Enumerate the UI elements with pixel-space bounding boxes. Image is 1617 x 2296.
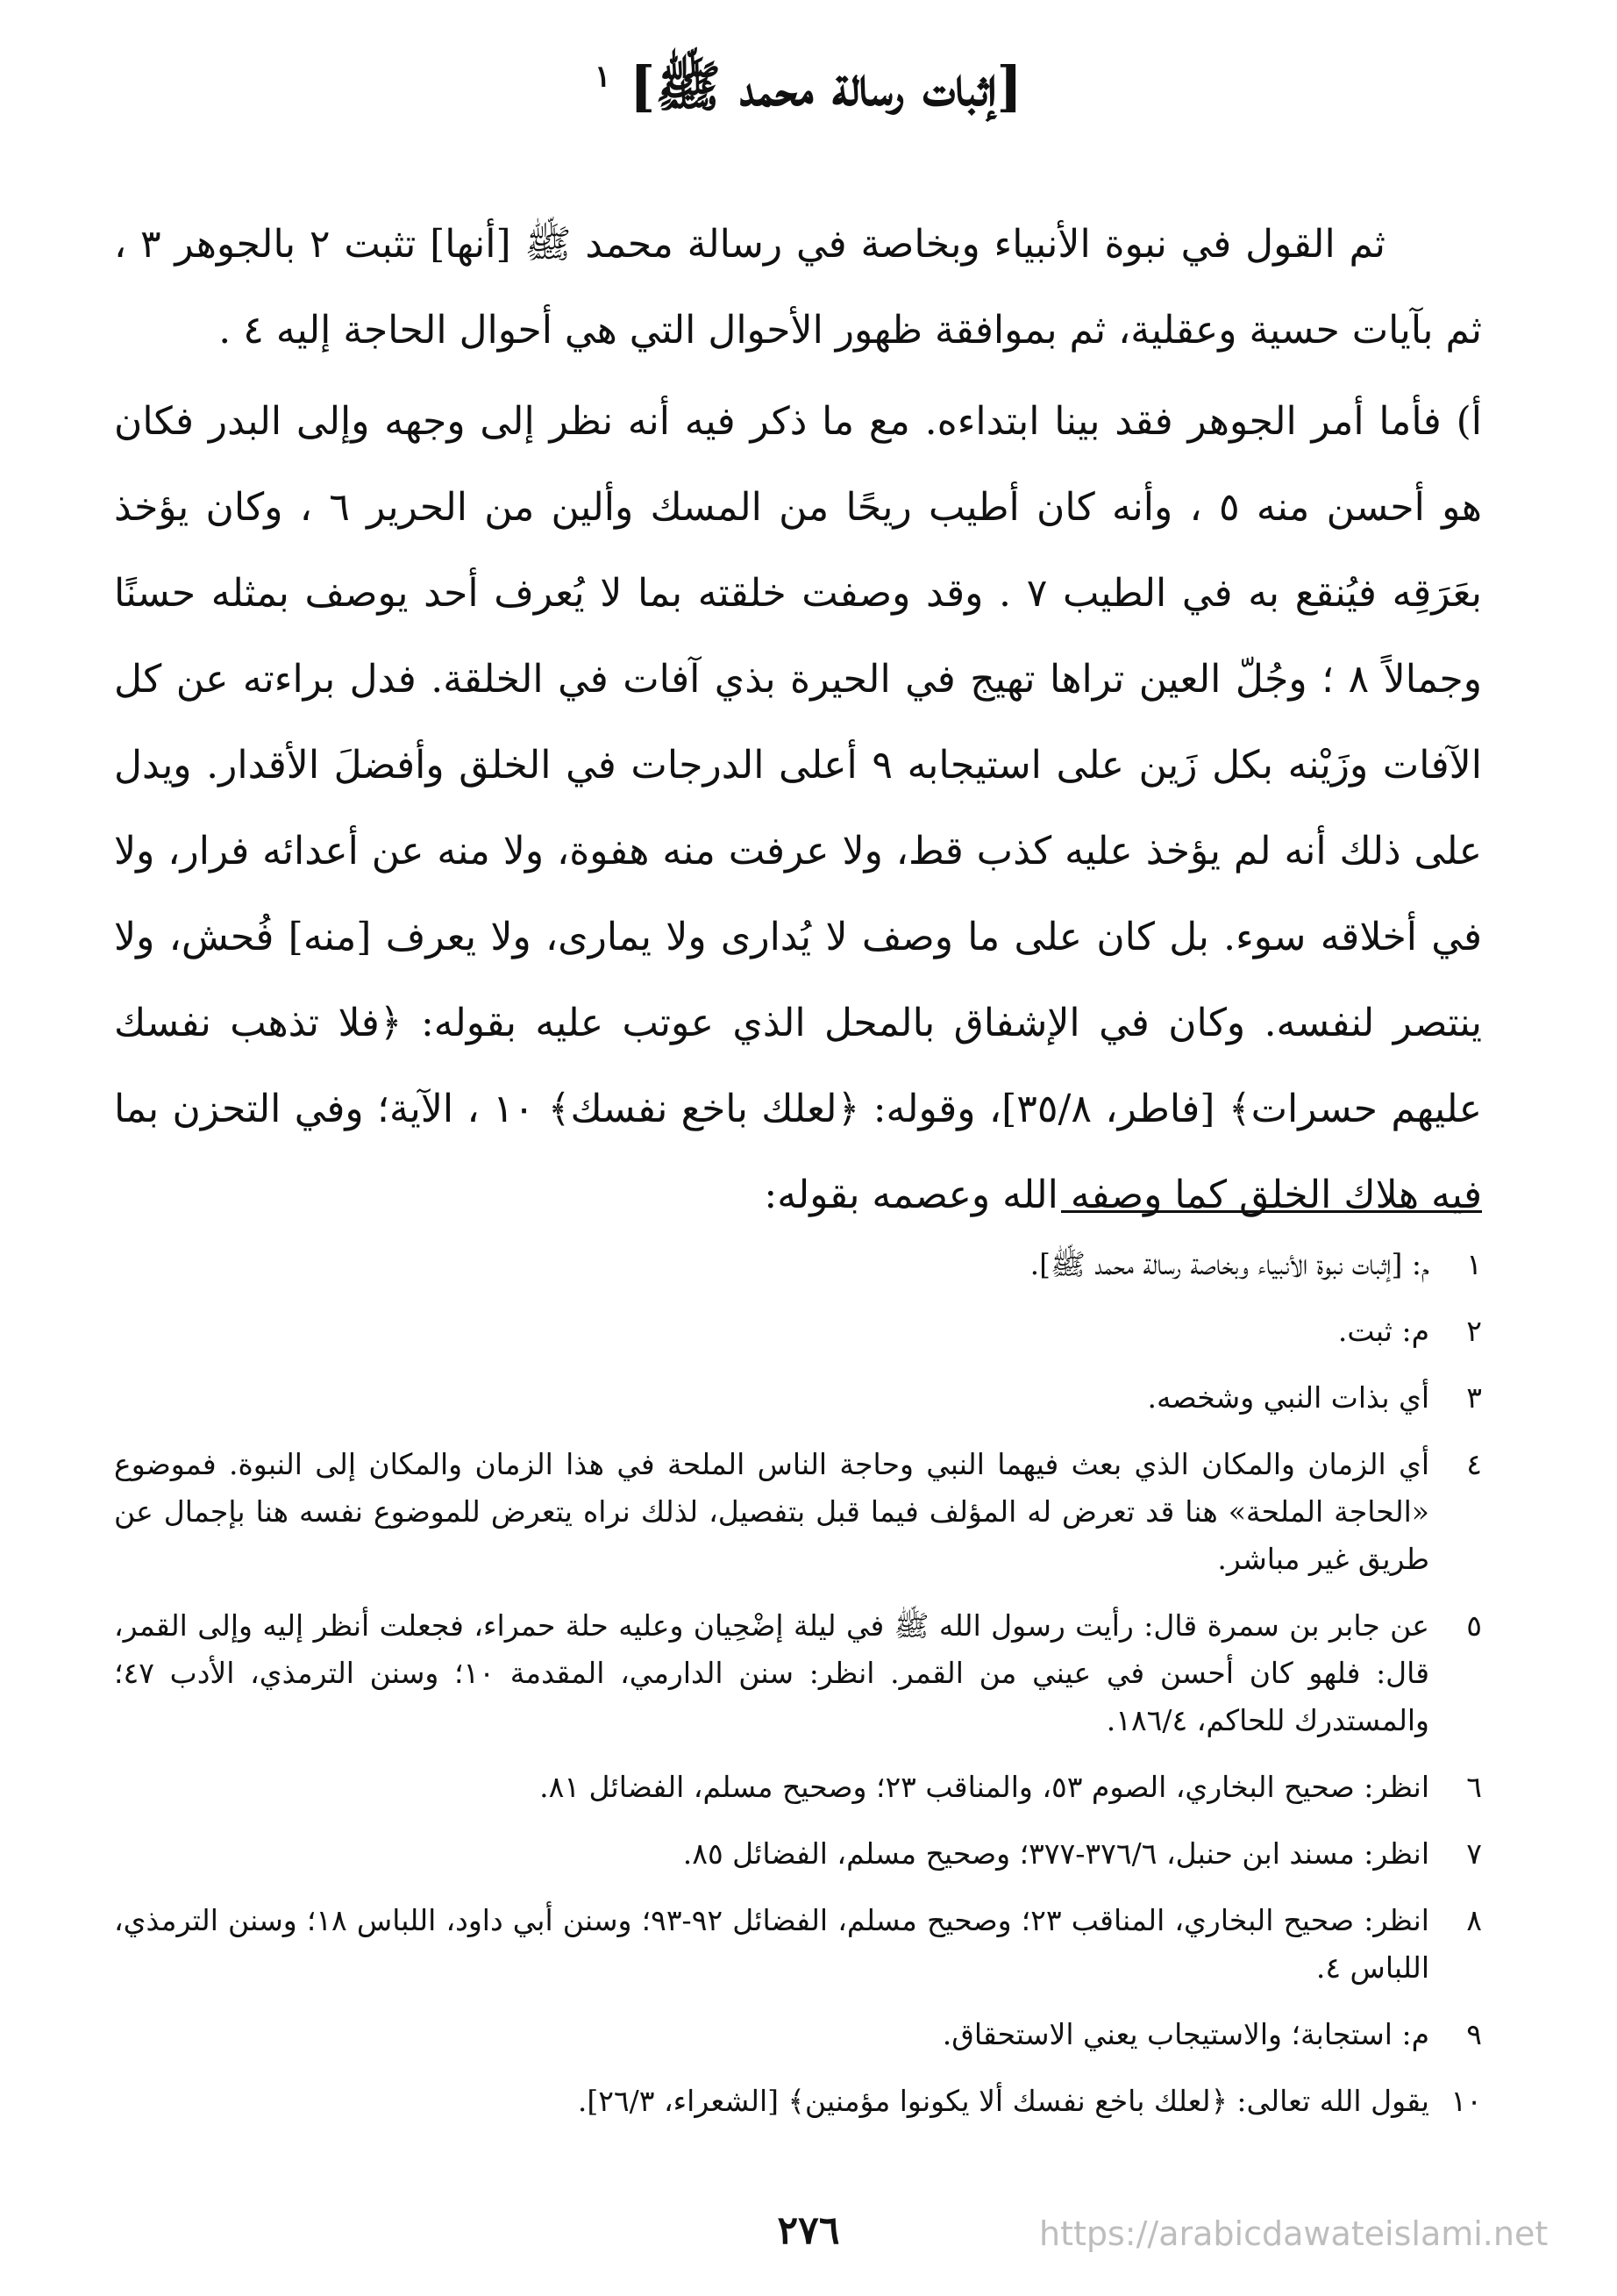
footnote-divider xyxy=(1061,1210,1482,1213)
footnote-text: انظر: صحيح البخاري، الصوم ٥٣، والمناقب ٢٣؛ وصحيح مسلم، الفضائل ٨١. xyxy=(539,1770,1429,1804)
footnote-number: ٩ xyxy=(1466,2017,1482,2051)
footnote xyxy=(114,1374,1482,1422)
footnote-number: ٢ xyxy=(1466,1314,1482,1348)
title-footnote-marker: ١ xyxy=(595,59,611,95)
footnote-number: ٥ xyxy=(1466,1608,1482,1643)
footnote xyxy=(114,1830,1482,1878)
footnote-text: انظر: صحيح البخاري، المناقب ٢٣؛ وصحيح مسلم، الفضائل ٩٢-٩٣؛ وسنن أبي داود، اللباس ١٨؛ وسنن الترمذي، اللباس ٤. xyxy=(114,1903,1429,1985)
footnote xyxy=(114,1897,1482,1992)
footnote-text: انظر: مسند ابن حنبل، ٣٧٦/٦-٣٧٧؛ وصحيح مسلم، الفضائل ٨٥. xyxy=(682,1836,1429,1871)
footnote-text: م: استجابة؛ والاستيجاب يعني الاستحقاق. xyxy=(942,2017,1429,2051)
footnote xyxy=(114,1308,1482,1355)
footnote-number: ١ xyxy=(1466,1247,1482,1281)
watermark-url: https://arabicdawateislami.net xyxy=(1039,2214,1549,2253)
footnote-number: ٣ xyxy=(1466,1380,1482,1415)
page-title-text: [إثبات رسالة محمد ﷺ] xyxy=(630,54,1022,118)
footnote xyxy=(114,1241,1482,1288)
footnote-number: ٦ xyxy=(1466,1770,1482,1804)
footnote-text: أي بذات النبي وشخصه. xyxy=(1147,1380,1429,1415)
footnote xyxy=(114,1764,1482,1811)
footnote xyxy=(114,2078,1482,2125)
footnote-text: م: ثبت. xyxy=(1337,1314,1429,1348)
footnote-number: ١٠ xyxy=(1450,2084,1482,2118)
paragraph-1: ثم القول في نبوة الأنبياء وبخاصة في رسالة محمد ﷺ [أنها] تثبت ٢ بالجوهر ٣ ، ثم بآيات حسية وعقلية، ثم بموافقة ظهور الأحوال التي هي أحوال الحاجة إليه ٤ . xyxy=(114,222,1482,353)
footnote-number: ٤ xyxy=(1466,1447,1482,1481)
footnote-number: ٧ xyxy=(1466,1836,1482,1871)
footnotes-section xyxy=(114,1241,1482,2144)
footnote-number: ٨ xyxy=(1466,1903,1482,1937)
footnote-text: أي الزمان والمكان الذي بعث فيهما النبي وحاجة الناس الملحة في هذا الزمان والمكان إلى النبوة. فموضوع «الحاجة الملحة» هنا قد تعرض له المؤلف فيما قبل بتفصيل، لذلك نراه يتعرض للموضوع نفسه هنا بإجمال عن طريق غير مباشر. xyxy=(114,1447,1429,1576)
page-title xyxy=(0,54,1617,119)
footnote-text: يقول الله تعالى: ﴿لعلك باخع نفسك ألا يكونوا مؤمنين﴾ [الشعراء، ٢٦/٣]. xyxy=(577,2084,1429,2118)
footnote xyxy=(114,1602,1482,1744)
main-text xyxy=(114,202,1482,1238)
footnote-text: م: [إثبات نبوة الأنبياء وبخاصة رسالة محمد ﷺ]. xyxy=(1029,1247,1429,1281)
footnote xyxy=(114,2011,1482,2058)
footnote-text: عن جابر بن سمرة قال: رأيت رسول الله ﷺ في ليلة إضْحِيان وعليه حلة حمراء، فجعلت أنظر إليه وإلى القمر، قال: فلهو كان أحسن في عيني من القمر. انظر: سنن الدارمي، المقدمة ١٠؛ وسنن الترمذي، الأدب ٤٧؛ والمستدرك للحاكم، ١٨٦/٤. xyxy=(114,1608,1429,1737)
paragraph-2: أ) فأما أمر الجوهر فقد بينا ابتداءه. مع ما ذكر فيه أنه نظر إلى وجهه وإلى البدر فكان هو أحسن منه ٥ ، وأنه كان أطيب ريحًا من المسك وألين من الحرير ٦ ، وكان يؤخذ بعَرَقِه فيُنقع به في الطيب ٧ . وقد وصفت خلقته بما لا يُعرف أحد يوصف بمثله حسنًا وجمالاً ٨ ؛ وجُلّ العين تراها تهيج في الحيرة بذي آفات في الخلقة. فدل براءته عن كل الآفات وزَيْنه بكل زَين على استيجابه ٩ أعلى الدرجات في الخلق وأفضلَ الأقدار. ويدل على ذلك أنه لم يؤخذ عليه كذب قط، ولا عرفت منه هفوة، ولا منه عن أعدائه فرار، ولا في أخلاقه سوء. بل كان على ما وصف لا يُدارى ولا يمارى، ولا يعرف [منه] فُحش، ولا ينتصر لنفسه. وكان في الإشفاق بالمحل الذي عوتب عليه بقوله: ﴿فلا تذهب نفسك عليهم حسرات﴾ [فاطر، ٣٥/٨]، وقوله: ﴿لعلك باخع نفسك﴾ ١٠ ، الآية؛ وفي التحزن بما فيه هلاك الخلق كما وصفه الله وعصمه بقوله: xyxy=(114,399,1483,1217)
footnote xyxy=(114,1441,1482,1583)
page-number: ٢٧٦ xyxy=(777,2208,840,2253)
